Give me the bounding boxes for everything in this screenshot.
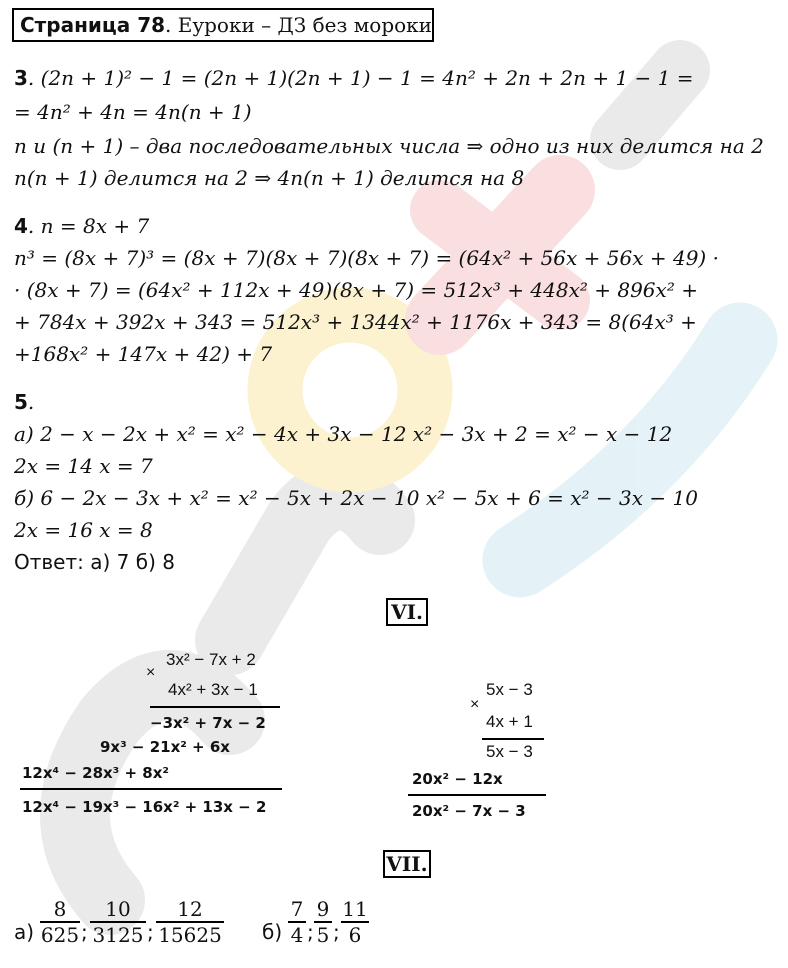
left-mult-line2: [20, 788, 282, 790]
vii-a-fraction-1: 8 625: [40, 897, 80, 947]
page-header: [12, 8, 434, 42]
task5-a-solution: 2x = 14 x = 7: [14, 454, 153, 478]
left-mult-result: 12x⁴ − 19x³ − 16x² + 13x − 2: [22, 798, 267, 816]
left-mult-factor2: 4x² + 3x − 1: [168, 680, 258, 699]
left-times-sign: ×: [146, 664, 156, 681]
task5-b-solution: 2x = 16 x = 8: [14, 518, 153, 542]
section-vi-label: VI.: [386, 598, 428, 626]
left-partial3: 12x⁴ − 28x³ + 8x²: [22, 764, 169, 782]
vii-b-fraction-2: 9 5: [314, 898, 332, 946]
header-subtitle: . Еуроки – ДЗ без мороки: [165, 13, 432, 37]
vii-b-fraction-3: 11 6: [342, 897, 368, 947]
task3-line4: n(n + 1) делится на 2 ⇒ 4n(n + 1) делится на 8: [14, 166, 525, 190]
task3-line2: = 4n² + 4n = 4n(n + 1): [14, 100, 252, 124]
vii-b-sep-1: ;: [307, 920, 314, 944]
right-partial2: 20x² − 12x: [412, 770, 503, 788]
left-partial1: −3x² + 7x − 2: [150, 714, 266, 732]
left-mult-line1: [150, 706, 280, 708]
right-mult-factor1: 5x − 3: [486, 680, 533, 699]
task4-line5: +168x² + 147x + 42) + 7: [14, 342, 273, 366]
section-vii-label: VII.: [383, 850, 431, 878]
left-mult-factor1: 3x² − 7x + 2: [166, 650, 256, 669]
vii-a-sep-2: ;: [147, 920, 154, 944]
task5-a-equation: а) 2 − x − 2x + x² = x² − 4x + 3x − 12 x² − 3x + 2 = x² − x − 12: [14, 422, 673, 446]
right-mult-line2: [408, 794, 546, 796]
task4-line1: 4. n = 8x + 7: [14, 214, 150, 238]
right-times-sign: ×: [470, 696, 480, 713]
task5-answer: Ответ: а) 7 б) 8: [14, 550, 175, 574]
left-partial2: 9x³ − 21x² + 6x: [100, 738, 230, 756]
task3-line3: n и (n + 1) – два последовательных числа ⇒ одно из них делится на 2: [14, 134, 764, 158]
right-mult-line1: [482, 738, 544, 740]
right-partial1: 5x − 3: [486, 742, 533, 761]
vii-b-fraction-1: 7 4: [288, 898, 306, 946]
page-number-label: Страница 78: [20, 13, 166, 37]
task4-line3: · (8x + 7) = (64x² + 112x + 49)(8x + 7) = 512x³ + 448x² + 896x² +: [14, 278, 698, 302]
task3-line1: 3. (2n + 1)² − 1 = (2n + 1)(2n + 1) − 1 = 4n² + 2n + 2n + 1 − 1 =: [14, 66, 694, 90]
vii-b-sep-2: ;: [333, 920, 340, 944]
vii-a-fraction-2: 10 3125: [90, 898, 146, 946]
right-mult-result: 20x² − 7x − 3: [412, 802, 526, 820]
task4-line4: + 784x + 392x + 343 = 512x³ + 1344x² + 1176x + 343 = 8(64x³ +: [14, 310, 697, 334]
vii-a-label: а): [14, 920, 35, 944]
vii-a-sep-1: ;: [81, 920, 88, 944]
right-mult-factor2: 4x + 1: [486, 712, 533, 731]
task5-b-equation: б) 6 − 2x − 3x + x² = x² − 5x + 2x − 10 x² − 5x + 6 = x² − 3x − 10: [14, 486, 698, 510]
vii-b-label: б): [262, 920, 283, 944]
vii-a-fraction-3: 12 15625: [156, 898, 224, 946]
task4-line2: n³ = (8x + 7)³ = (8x + 7)(8x + 7)(8x + 7) = (64x² + 56x + 56x + 49) ·: [14, 246, 719, 270]
task5-heading: 5.: [14, 390, 35, 414]
